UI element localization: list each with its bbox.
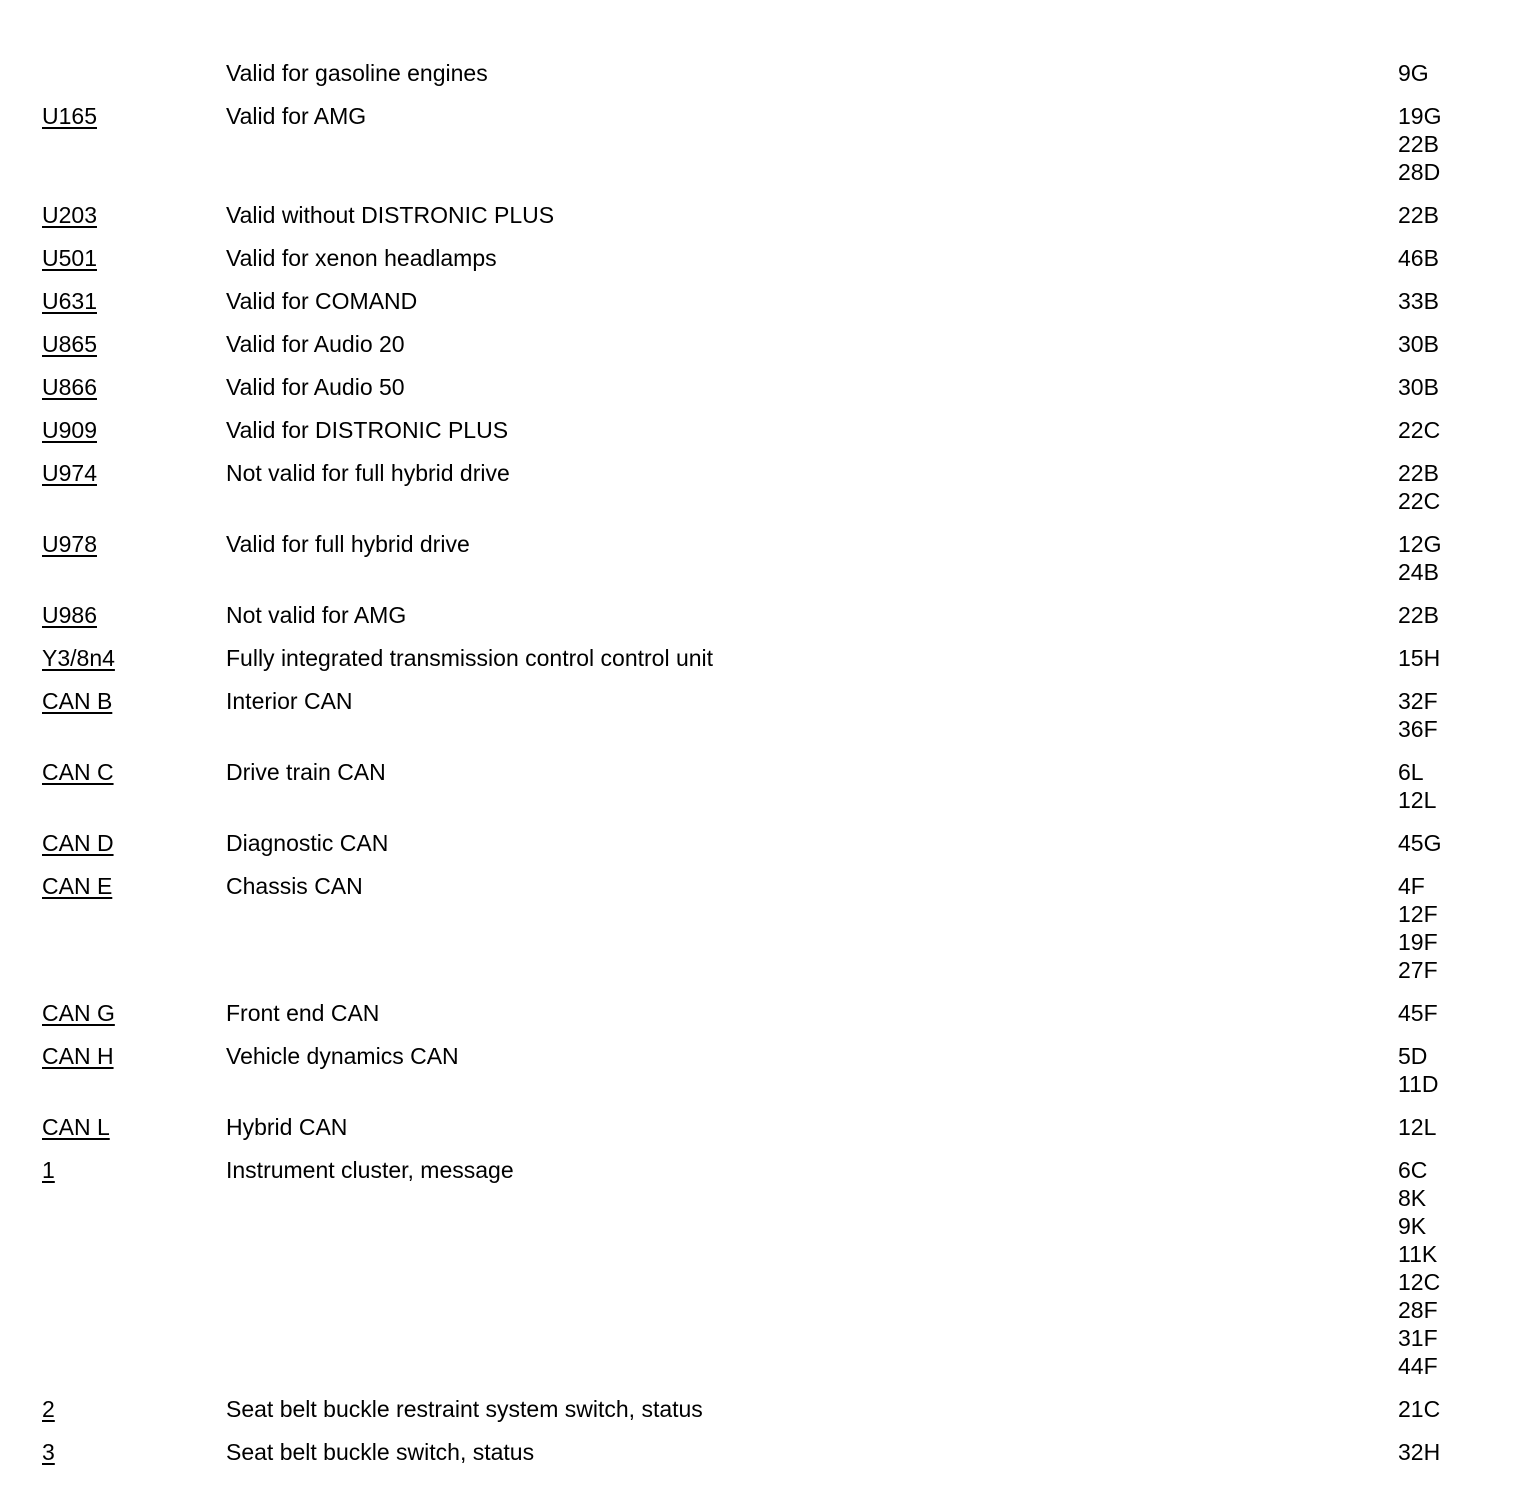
legend-code-link[interactable]: U978 xyxy=(42,531,97,557)
legend-code-link[interactable]: 1 xyxy=(42,1157,55,1183)
legend-grid-references xyxy=(1398,1438,1508,1466)
legend-row xyxy=(0,872,1520,984)
legend-code-link[interactable]: U986 xyxy=(42,602,97,628)
legend-grid-references xyxy=(1398,373,1508,401)
legend-description: Valid for xenon headlamps xyxy=(226,245,497,271)
grid-reference: 30B xyxy=(1398,374,1439,400)
grid-reference: 11K xyxy=(1398,1241,1438,1267)
legend-grid-references xyxy=(1398,601,1508,629)
legend-code-link[interactable]: U866 xyxy=(42,374,97,400)
legend-grid-references xyxy=(1398,1156,1508,1380)
legend-row xyxy=(0,530,1520,586)
legend-grid-references xyxy=(1398,59,1508,87)
grid-reference: 6L xyxy=(1398,759,1424,785)
grid-reference: 22C xyxy=(1398,417,1441,443)
grid-reference: 12L xyxy=(1398,1114,1437,1140)
legend-code-link[interactable]: CAN C xyxy=(42,759,114,785)
legend-row xyxy=(0,1438,1520,1466)
legend-row xyxy=(0,999,1520,1027)
legend-row xyxy=(0,1042,1520,1098)
grid-reference: 12F xyxy=(1398,901,1438,927)
legend-description: Valid without DISTRONIC PLUS xyxy=(226,202,555,228)
legend-grid-references xyxy=(1398,459,1508,515)
legend-description: Valid for Audio 20 xyxy=(226,331,405,357)
grid-reference: 33B xyxy=(1398,288,1439,314)
legend-code-link[interactable]: U974 xyxy=(42,460,97,486)
legend-row xyxy=(0,59,1520,87)
legend-row xyxy=(0,829,1520,857)
legend-grid-references xyxy=(1398,1395,1508,1423)
legend-grid-references xyxy=(1398,416,1508,444)
grid-reference: 15H xyxy=(1398,645,1441,671)
legend-code-link[interactable]: CAN H xyxy=(42,1043,114,1069)
legend-row xyxy=(0,1395,1520,1423)
legend-grid-references xyxy=(1398,999,1508,1027)
legend-description: Valid for COMAND xyxy=(226,288,418,314)
grid-reference: 12C xyxy=(1398,1269,1441,1295)
legend-grid-references xyxy=(1398,287,1508,315)
legend-description: Diagnostic CAN xyxy=(226,830,389,856)
grid-reference: 6C xyxy=(1398,1157,1428,1183)
legend-description: Interior CAN xyxy=(226,688,353,714)
legend-description: Seat belt buckle restraint system switch, status xyxy=(226,1396,703,1422)
legend-code-link[interactable]: CAN D xyxy=(42,830,114,856)
grid-reference: 12L xyxy=(1398,787,1437,813)
grid-reference: 22B xyxy=(1398,460,1439,486)
grid-reference: 19G xyxy=(1398,103,1442,129)
legend-grid-references xyxy=(1398,829,1508,857)
legend-description: Valid for DISTRONIC PLUS xyxy=(226,417,509,443)
legend-description: Seat belt buckle switch, status xyxy=(226,1439,535,1465)
legend-row xyxy=(0,287,1520,315)
grid-reference: 21C xyxy=(1398,1396,1441,1422)
legend-code-link[interactable]: CAN L xyxy=(42,1114,110,1140)
grid-reference: 4F xyxy=(1398,873,1425,899)
grid-reference: 22B xyxy=(1398,602,1439,628)
legend-grid-references xyxy=(1398,758,1508,814)
legend-description: Valid for Audio 50 xyxy=(226,374,405,400)
grid-reference: 32F xyxy=(1398,688,1438,714)
legend-row xyxy=(0,330,1520,358)
legend-grid-references xyxy=(1398,330,1508,358)
legend-description: Not valid for AMG xyxy=(226,602,407,628)
legend-description: Drive train CAN xyxy=(226,759,386,785)
legend-description: Fully integrated transmission control control unit xyxy=(226,645,714,671)
grid-reference: 27F xyxy=(1398,957,1438,983)
legend-row xyxy=(0,1156,1520,1380)
legend-code-link[interactable]: 3 xyxy=(42,1439,55,1465)
legend-description: Valid for full hybrid drive xyxy=(226,531,470,557)
legend-code-link[interactable]: U501 xyxy=(42,245,97,271)
legend-row xyxy=(0,644,1520,672)
legend-grid-references xyxy=(1398,530,1508,586)
grid-reference: 22B xyxy=(1398,202,1439,228)
grid-reference: 19F xyxy=(1398,929,1438,955)
legend-row xyxy=(0,1113,1520,1141)
legend-row xyxy=(0,373,1520,401)
grid-reference: 8K xyxy=(1398,1185,1427,1211)
grid-reference: 11D xyxy=(1398,1071,1439,1097)
grid-reference: 9K xyxy=(1398,1213,1427,1239)
legend-code-link[interactable]: U165 xyxy=(42,103,97,129)
legend-code-link[interactable]: U631 xyxy=(42,288,97,314)
grid-reference: 24B xyxy=(1398,559,1439,585)
legend-row xyxy=(0,758,1520,814)
legend-description: Valid for gasoline engines xyxy=(226,60,488,86)
legend-description: Hybrid CAN xyxy=(226,1114,348,1140)
grid-reference: 12G xyxy=(1398,531,1442,557)
grid-reference: 22C xyxy=(1398,488,1441,514)
legend-description: Front end CAN xyxy=(226,1000,380,1026)
legend-row xyxy=(0,601,1520,629)
legend-grid-references xyxy=(1398,1113,1508,1141)
grid-reference: 46B xyxy=(1398,245,1439,271)
legend-code-link[interactable]: U865 xyxy=(42,331,97,357)
grid-reference: 31F xyxy=(1398,1325,1438,1351)
legend-code-link[interactable]: CAN E xyxy=(42,873,113,899)
grid-reference: 32H xyxy=(1398,1439,1441,1465)
legend-row xyxy=(0,244,1520,272)
legend-row xyxy=(0,459,1520,515)
legend-code-link[interactable]: CAN G xyxy=(42,1000,115,1026)
legend-code-link[interactable]: CAN B xyxy=(42,688,113,714)
legend-grid-references xyxy=(1398,201,1508,229)
legend-grid-references xyxy=(1398,687,1508,743)
grid-reference: 28D xyxy=(1398,159,1441,185)
grid-reference: 36F xyxy=(1398,716,1438,742)
grid-reference: 5D xyxy=(1398,1043,1428,1069)
legend-description: Chassis CAN xyxy=(226,873,363,899)
grid-reference: 44F xyxy=(1398,1353,1438,1379)
legend-row xyxy=(0,102,1520,186)
legend-description: Instrument cluster, message xyxy=(226,1157,514,1183)
legend-description: Valid for AMG xyxy=(226,103,367,129)
legend-grid-references xyxy=(1398,102,1508,186)
legend-row xyxy=(0,201,1520,229)
grid-reference: 28F xyxy=(1398,1297,1438,1323)
legend-code-link[interactable]: Y3/8n4 xyxy=(42,645,115,671)
legend-grid-references xyxy=(1398,244,1508,272)
legend-grid-references xyxy=(1398,872,1508,984)
legend-code-link[interactable]: U909 xyxy=(42,417,97,443)
legend-grid-references xyxy=(1398,1042,1508,1098)
grid-reference: 30B xyxy=(1398,331,1439,357)
legend-row xyxy=(0,687,1520,743)
grid-reference: 9G xyxy=(1398,60,1429,86)
legend-row xyxy=(0,416,1520,444)
grid-reference: 45G xyxy=(1398,830,1442,856)
legend-code-link[interactable]: U203 xyxy=(42,202,97,228)
legend-description: Not valid for full hybrid drive xyxy=(226,460,510,486)
legend-description: Vehicle dynamics CAN xyxy=(226,1043,459,1069)
legend-grid-references xyxy=(1398,644,1508,672)
legend-code-link[interactable]: 2 xyxy=(42,1396,55,1422)
grid-reference: 45F xyxy=(1398,1000,1438,1026)
grid-reference: 22B xyxy=(1398,131,1439,157)
